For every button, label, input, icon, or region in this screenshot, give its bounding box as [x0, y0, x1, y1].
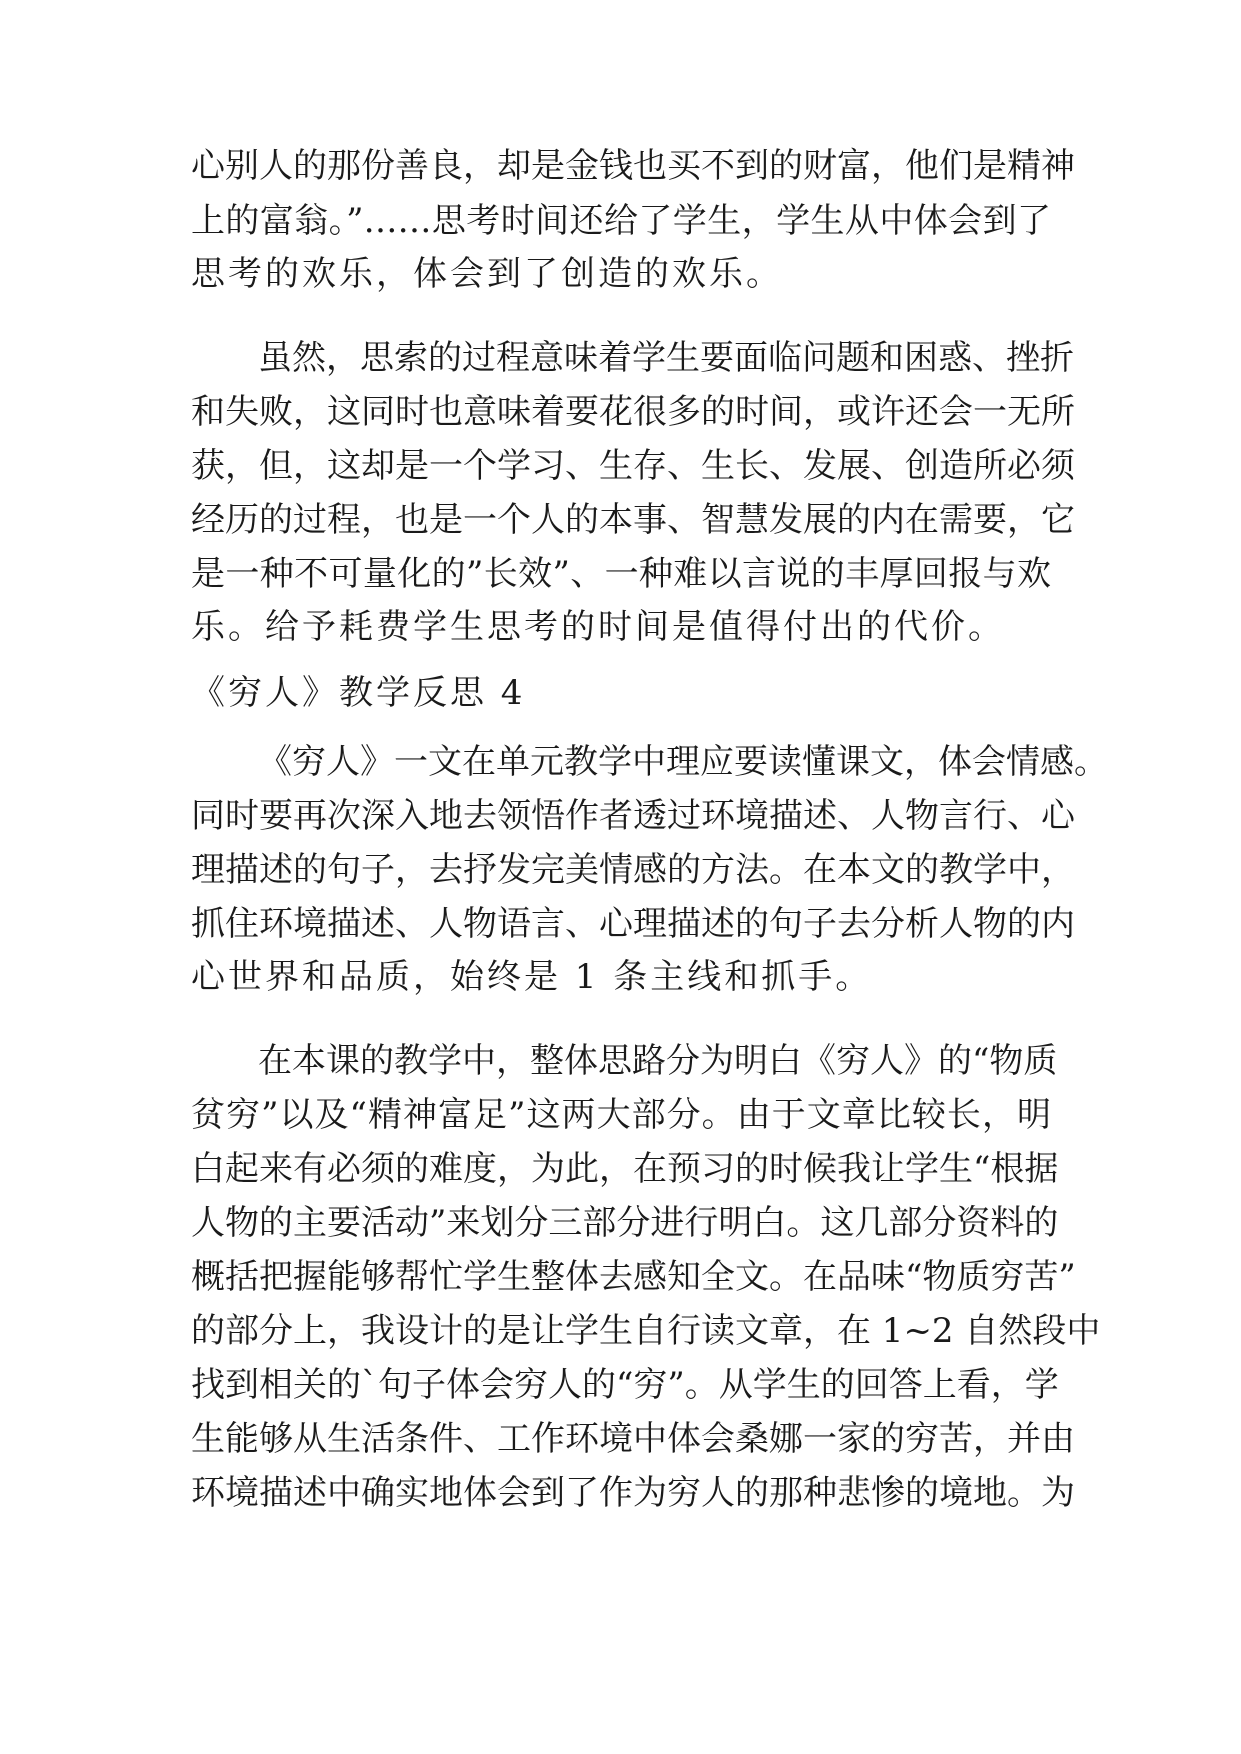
- paragraph-2-line-1: 虽然，思索的过程意味着学生要面临问题和困惑、挫折: [258, 338, 1074, 378]
- paragraph-1-line-1: 心别人的那份善良，却是金钱也买不到的财富，他们是精神: [191, 146, 1075, 186]
- paragraph-2-line-3: 获，但，这却是一个学习、生存、生长、发展、创造所必须: [191, 446, 1075, 486]
- paragraph-2-line-6: 乐。给予耗费学生思考的时间是值得付出的代价。: [191, 607, 1005, 647]
- paragraph-2-line-2: 和失败，这同时也意味着要花很多的时间，或许还会一无所: [191, 392, 1075, 432]
- paragraph-4-line-4: 人物的主要活动”来划分三部分进行明白。这几部分资料的: [191, 1203, 1059, 1243]
- paragraph-4-line-5: 概括把握能够帮忙学生整体去感知全文。在品味“物质穷苦”: [191, 1257, 1076, 1297]
- paragraph-4-line-9: 环境描述中确实地体会到了作为穷人的那种悲惨的境地。为: [191, 1473, 1075, 1513]
- paragraph-4-line-3: 白起来有必须的难度，为此，在预习的时候我让学生“根据: [191, 1149, 1059, 1189]
- paragraph-4-line-7: 找到相关的`句子体会穷人的“穷”。从学生的回答上看，学: [191, 1365, 1059, 1405]
- paragraph-2-line-5: 是一种不可量化的”长效”、一种难以言说的丰厚回报与欢: [191, 554, 1051, 594]
- paragraph-3-line-1: 《穷人》一文在单元教学中理应要读懂课文，体会情感。: [258, 742, 1108, 782]
- section-heading: 《穷人》教学反思 4: [191, 673, 526, 713]
- paragraph-4-line-6: 的部分上，我设计的是让学生自行读文章，在 1~2 自然段中: [191, 1311, 1101, 1351]
- paragraph-1-line-3: 思考的欢乐，体会到了创造的欢乐。: [191, 254, 783, 294]
- paragraph-3-line-2: 同时要再次深入地去领悟作者透过环境描述、人物言行、心: [191, 796, 1075, 836]
- paragraph-1-line-2: 上的富翁。”……思考时间还给了学生，学生从中体会到了: [191, 201, 1051, 241]
- paragraph-3-line-5: 心世界和品质，始终是 1 条主线和抓手。: [191, 957, 873, 997]
- paragraph-3-line-3: 理描述的句子，去抒发完美情感的方法。在本文的教学中，: [191, 850, 1075, 890]
- paragraph-4-line-1: 在本课的教学中，整体思路分为明白《穷人》的“物质: [258, 1041, 1058, 1081]
- paragraph-4-line-8: 生能够从生活条件、工作环境中体会桑娜一家的穷苦，并由: [191, 1419, 1075, 1459]
- paragraph-2-line-4: 经历的过程，也是一个人的本事、智慧发展的内在需要，它: [191, 500, 1075, 540]
- paragraph-3-line-4: 抓住环境描述、人物语言、心理描述的句子去分析人物的内: [191, 904, 1075, 944]
- paragraph-4-line-2: 贫穷”以及“精神富足”这两大部分。由于文章比较长，明: [191, 1095, 1051, 1135]
